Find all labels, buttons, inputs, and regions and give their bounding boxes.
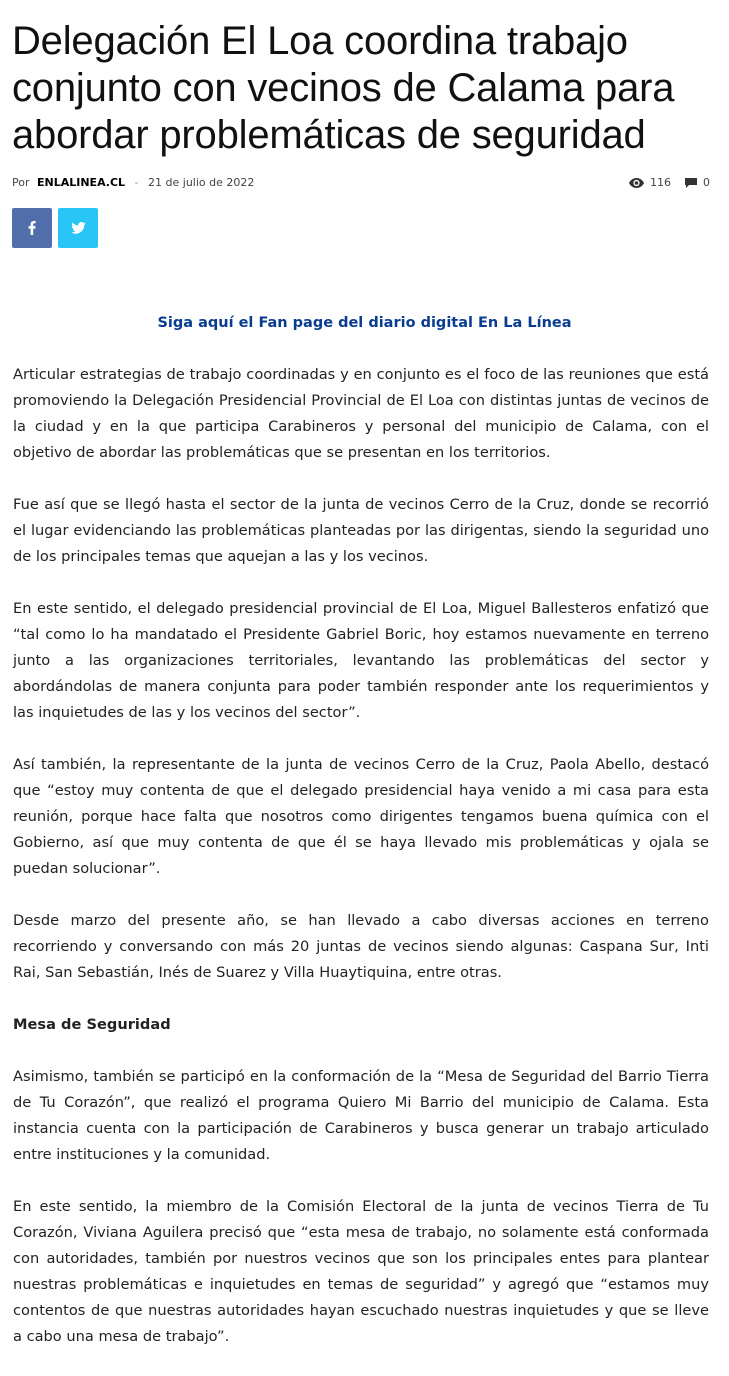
paragraph: Fue así que se llegó hasta el sector de la junta de vecinos Cerro de la Cruz, donde se recorrió el lugar evidenciando las problemáticas planteadas por las dirigentas, siendo la seguridad uno de los principales temas que aquejan a las y los vecinos.: [13, 496, 709, 565]
by-label: Por: [12, 176, 30, 189]
article-body: [13, 362, 709, 1376]
share-buttons: [12, 208, 104, 248]
paragraph: Desde marzo del presente año, se han llevado a cabo diversas acciones en terreno recorriendo y conversando con más 20 juntas de vecinos siendo algunas: Caspana Sur, Inti Rai, San Sebastián, Inés de Suarez y Villa Huaytiquina, entre otras.: [13, 912, 709, 981]
comments-stat[interactable]: [685, 175, 710, 191]
facebook-share-button[interactable]: [12, 208, 52, 248]
comment-icon: [685, 178, 697, 188]
fanpage-link[interactable]: Siga aquí el Fan page del diario digital En La Línea: [157, 315, 572, 331]
paragraph: En este sentido, la miembro de la Comisión Electoral de la junta de vecinos Tierra de Tu Corazón, Viviana Aguilera precisó que “esta mesa de trabajo, no solamente está conformada con autoridades, también por nuestros vecinos que son los principales entes para plantear nuestras problemáticas e inquietudes en temas de seguridad” y agregó que “estamos muy contentos de que nuestras autoridades hayan escuchado nuestras inquietudes y que se lleve a cabo una mesa de trabajo”.: [13, 1198, 709, 1345]
paragraph: En este sentido, el delegado presidencial provincial de El Loa, Miguel Ballesteros enfatizó que “tal como lo ha mandatado el Presidente Gabriel Boric, hoy estamos nuevamente en terreno junto a las organizaciones territoriales, levantando las problemáticas del sector y abordándolas de manera conjunta para poder también responder ante los requerimientos y las inquietudes de las y los vecinos del sector”.: [13, 600, 709, 721]
paragraph: Asimismo, también se participó en la conformación de la “Mesa de Seguridad del Barrio Tierra de Tu Corazón”, que realizó el programa Quiero Mi Barrio del municipio de Calama. Esta instancia cuenta con la participación de Carabineros y busca generar un trabajo articulado entre instituciones y la comunidad.: [13, 1068, 709, 1163]
paragraph: Articular estrategias de trabajo coordinadas y en conjunto es el foco de las reuniones que está promoviendo la Delegación Presidencial Provincial de El Loa con distintas juntas de vecinos de la ciudad y en la que participa Carabineros y personal del municipio de Calama, con el objetivo de abordar las problemáticas que se presentan en los territorios.: [13, 366, 709, 461]
paragraph: Así también, la representante de la junta de vecinos Cerro de la Cruz, Paola Abello, destacó que “estoy muy contenta de que el delegado presidencial haya venido a mi casa para esta reunión, porque hace falta que nosotros como dirigentes tengamos buena química con el Gobierno, así que muy contenta de que él se haya llevado mis problemáticas y ojala se puedan solucionar”.: [13, 756, 709, 877]
twitter-icon: [71, 222, 86, 234]
eye-icon: [629, 178, 644, 188]
section-heading: Mesa de Seguridad: [13, 1016, 171, 1033]
author-link[interactable]: ENLALINEA.CL: [37, 176, 126, 189]
article-title: Delegación El Loa coordina trabajo conjunto con vecinos de Calama para abordar problemáticas de seguridad: [12, 19, 675, 157]
publish-date: 21 de julio de 2022: [148, 176, 255, 189]
article-stats: [615, 175, 710, 191]
comments-count: 0: [703, 176, 710, 189]
twitter-share-button[interactable]: [58, 208, 98, 248]
meta-separator: -: [134, 176, 139, 189]
views-count: 116: [650, 176, 671, 189]
article-meta: [12, 175, 710, 191]
facebook-icon: [28, 221, 36, 235]
views-stat: [629, 175, 671, 191]
